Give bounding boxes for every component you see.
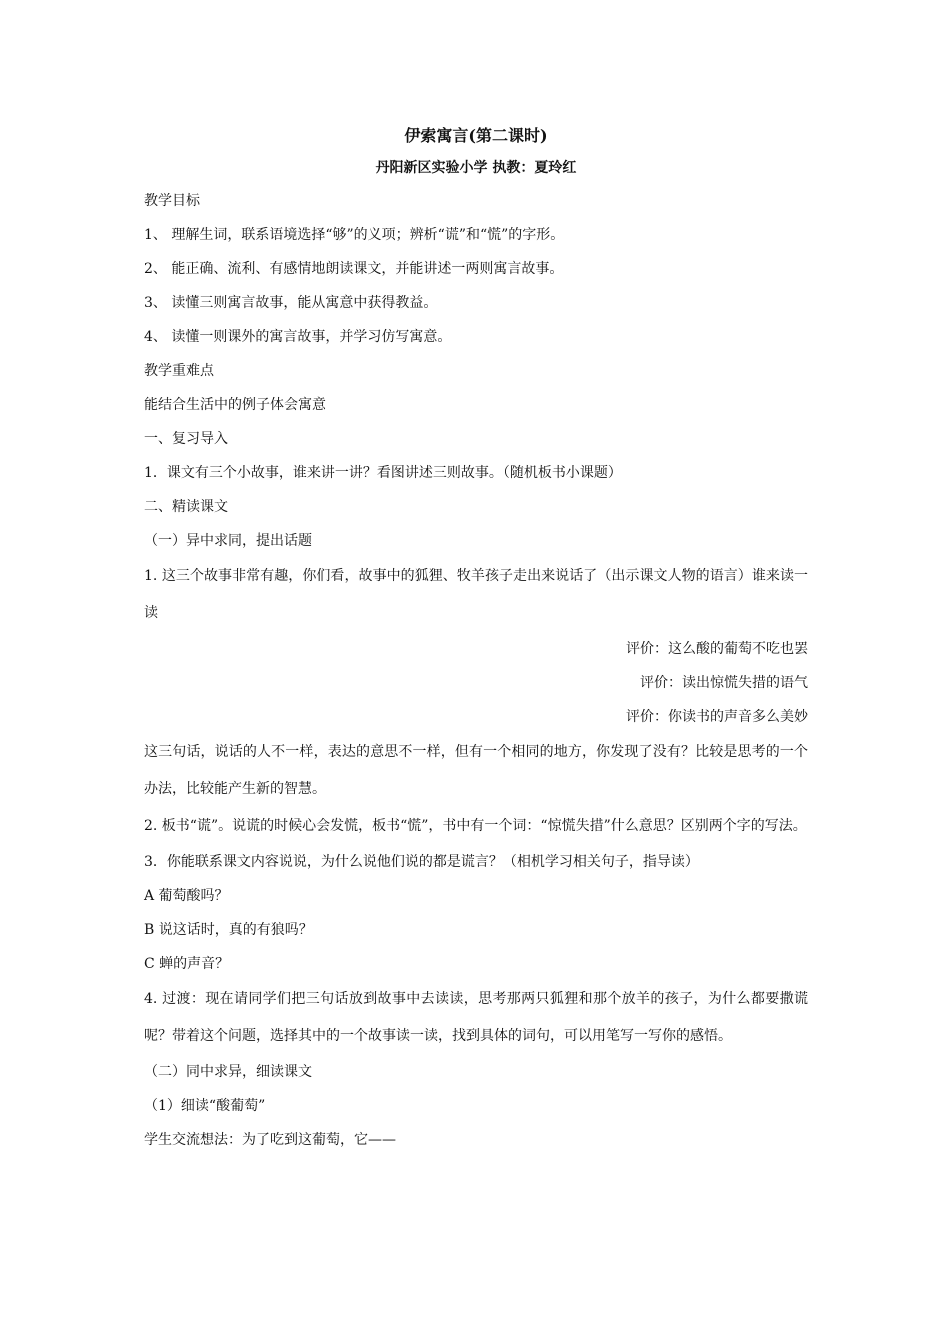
paragraph: 2. 板书“谎”。说谎的时候心会发慌，板书“慌”，书中有一个词：“惊慌失措”什么意思？区别两个字的写法。: [144, 818, 807, 834]
paragraph: 这三句话，说话的人不一样，表达的意思不一样，但有一个相同的地方，你发现了没有？比较是思考的一个办法，比较能产生新的智慧。: [144, 744, 808, 797]
objective-item: 2、 能正确、流利、有感情地朗读课文，并能讲述一两则寓言故事。: [144, 261, 564, 277]
subsection-item: （1）细读“酸葡萄”: [144, 1098, 266, 1114]
subsection-heading: （一）异中求同，提出话题: [144, 533, 312, 549]
document-title: 伊索寓言(第二课时): [404, 126, 548, 145]
paragraph: 4. 过渡：现在请同学们把三句话放到故事中去读读，思考那两只狐狸和那个放羊的孩子，为什么都要撒谎呢？带着这个问题，选择其中的一个故事读一读，找到具体的词句，可以用笔写一写你的感悟。: [144, 991, 808, 1044]
section-heading-reading: 二、精读课文: [144, 499, 228, 515]
section-heading-key-points: 教学重难点: [144, 363, 214, 379]
section-heading-review: 一、复习导入: [144, 431, 228, 447]
subsection-heading: （二）同中求异，细读课文: [144, 1064, 312, 1080]
objective-item: 4、 读懂一则课外的寓言故事，并学习仿写寓意。: [144, 329, 452, 345]
objective-item: 3、 读懂三则寓言故事，能从寓意中获得教益。: [144, 295, 438, 311]
key-point-text: 能结合生活中的例子体会寓意: [144, 397, 326, 413]
question-option: B 说这话时，真的有狼吗？: [144, 922, 313, 938]
question-item: 3．你能联系课文内容说说，为什么说他们说的都是谎言？（相机学习相关句子，指导读）: [144, 854, 699, 870]
question-option: A 葡萄酸吗？: [144, 888, 229, 904]
document-body: [144, 122, 808, 1157]
evaluation-line: 评价：读出惊慌失措的语气: [640, 675, 808, 691]
section-heading-objectives: 教学目标: [144, 193, 200, 209]
evaluation-line: 评价：你读书的声音多么美妙: [626, 709, 808, 725]
evaluation-line: 评价：这么酸的葡萄不吃也罢: [626, 641, 808, 657]
paragraph: 1. 这三个故事非常有趣，你们看，故事中的狐狸、牧羊孩子走出来说话了（出示课文人物的语言）谁来读一读: [144, 568, 808, 621]
paragraph: 学生交流想法：为了吃到这葡萄，它——: [144, 1132, 396, 1148]
objective-item: 1、 理解生词，联系语境选择“够”的义项；辨析“谎”和“慌”的字形。: [144, 227, 565, 243]
document-subtitle: 丹阳新区实验小学 执教：夏玲红: [375, 160, 577, 176]
review-item: 1．课文有三个小故事，谁来讲一讲？看图讲述三则故事。（随机板书小课题）: [144, 465, 622, 481]
question-option: C 蝉的声音？: [144, 956, 230, 972]
